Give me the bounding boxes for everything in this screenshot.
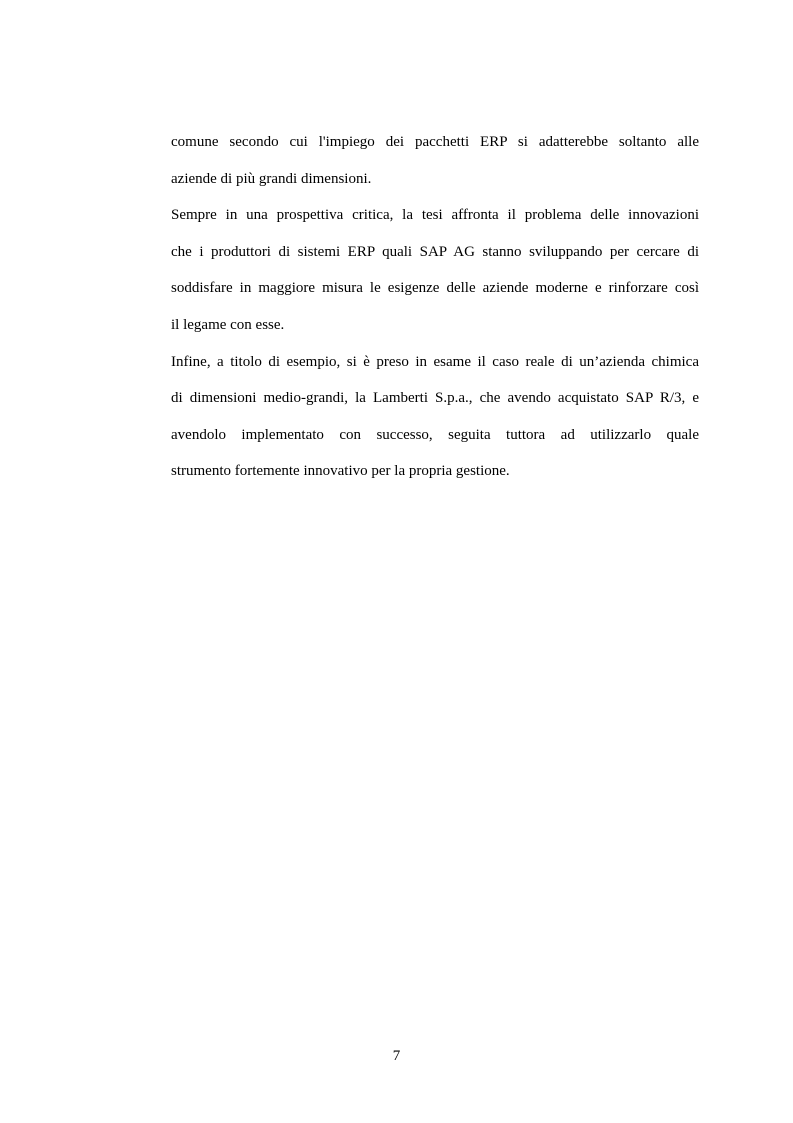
- text-line: Infine, a titolo di esempio, si è preso in esame il caso reale di un’azienda chimica: [171, 353, 699, 370]
- text-line: aziende di più grandi dimensioni.: [171, 170, 372, 187]
- text-line: che i produttori di sistemi ERP quali SAP AG stanno sviluppando per cercare di: [171, 243, 699, 260]
- text-line: avendolo implementato con successo, seguita tuttora ad utilizzarlo quale: [171, 426, 699, 443]
- text-line: soddisfare in maggiore misura le esigenze delle aziende moderne e rinforzare così: [171, 280, 699, 297]
- text-line: il legame con esse.: [171, 316, 285, 333]
- text-line: comune secondo cui l'impiego dei pacchetti ERP si adatterebbe soltanto alle: [171, 134, 699, 150]
- page-number: 7: [392, 1048, 401, 1064]
- text-line: di dimensioni medio-grandi, la Lamberti S.p.a., che avendo acquistato SAP R/3, e: [171, 390, 699, 407]
- text-line: Sempre in una prospettiva critica, la tesi affronta il problema delle innovazioni: [171, 207, 699, 224]
- text-line: strumento fortemente innovativo per la propria gestione.: [171, 463, 510, 480]
- body-text: [171, 128, 699, 494]
